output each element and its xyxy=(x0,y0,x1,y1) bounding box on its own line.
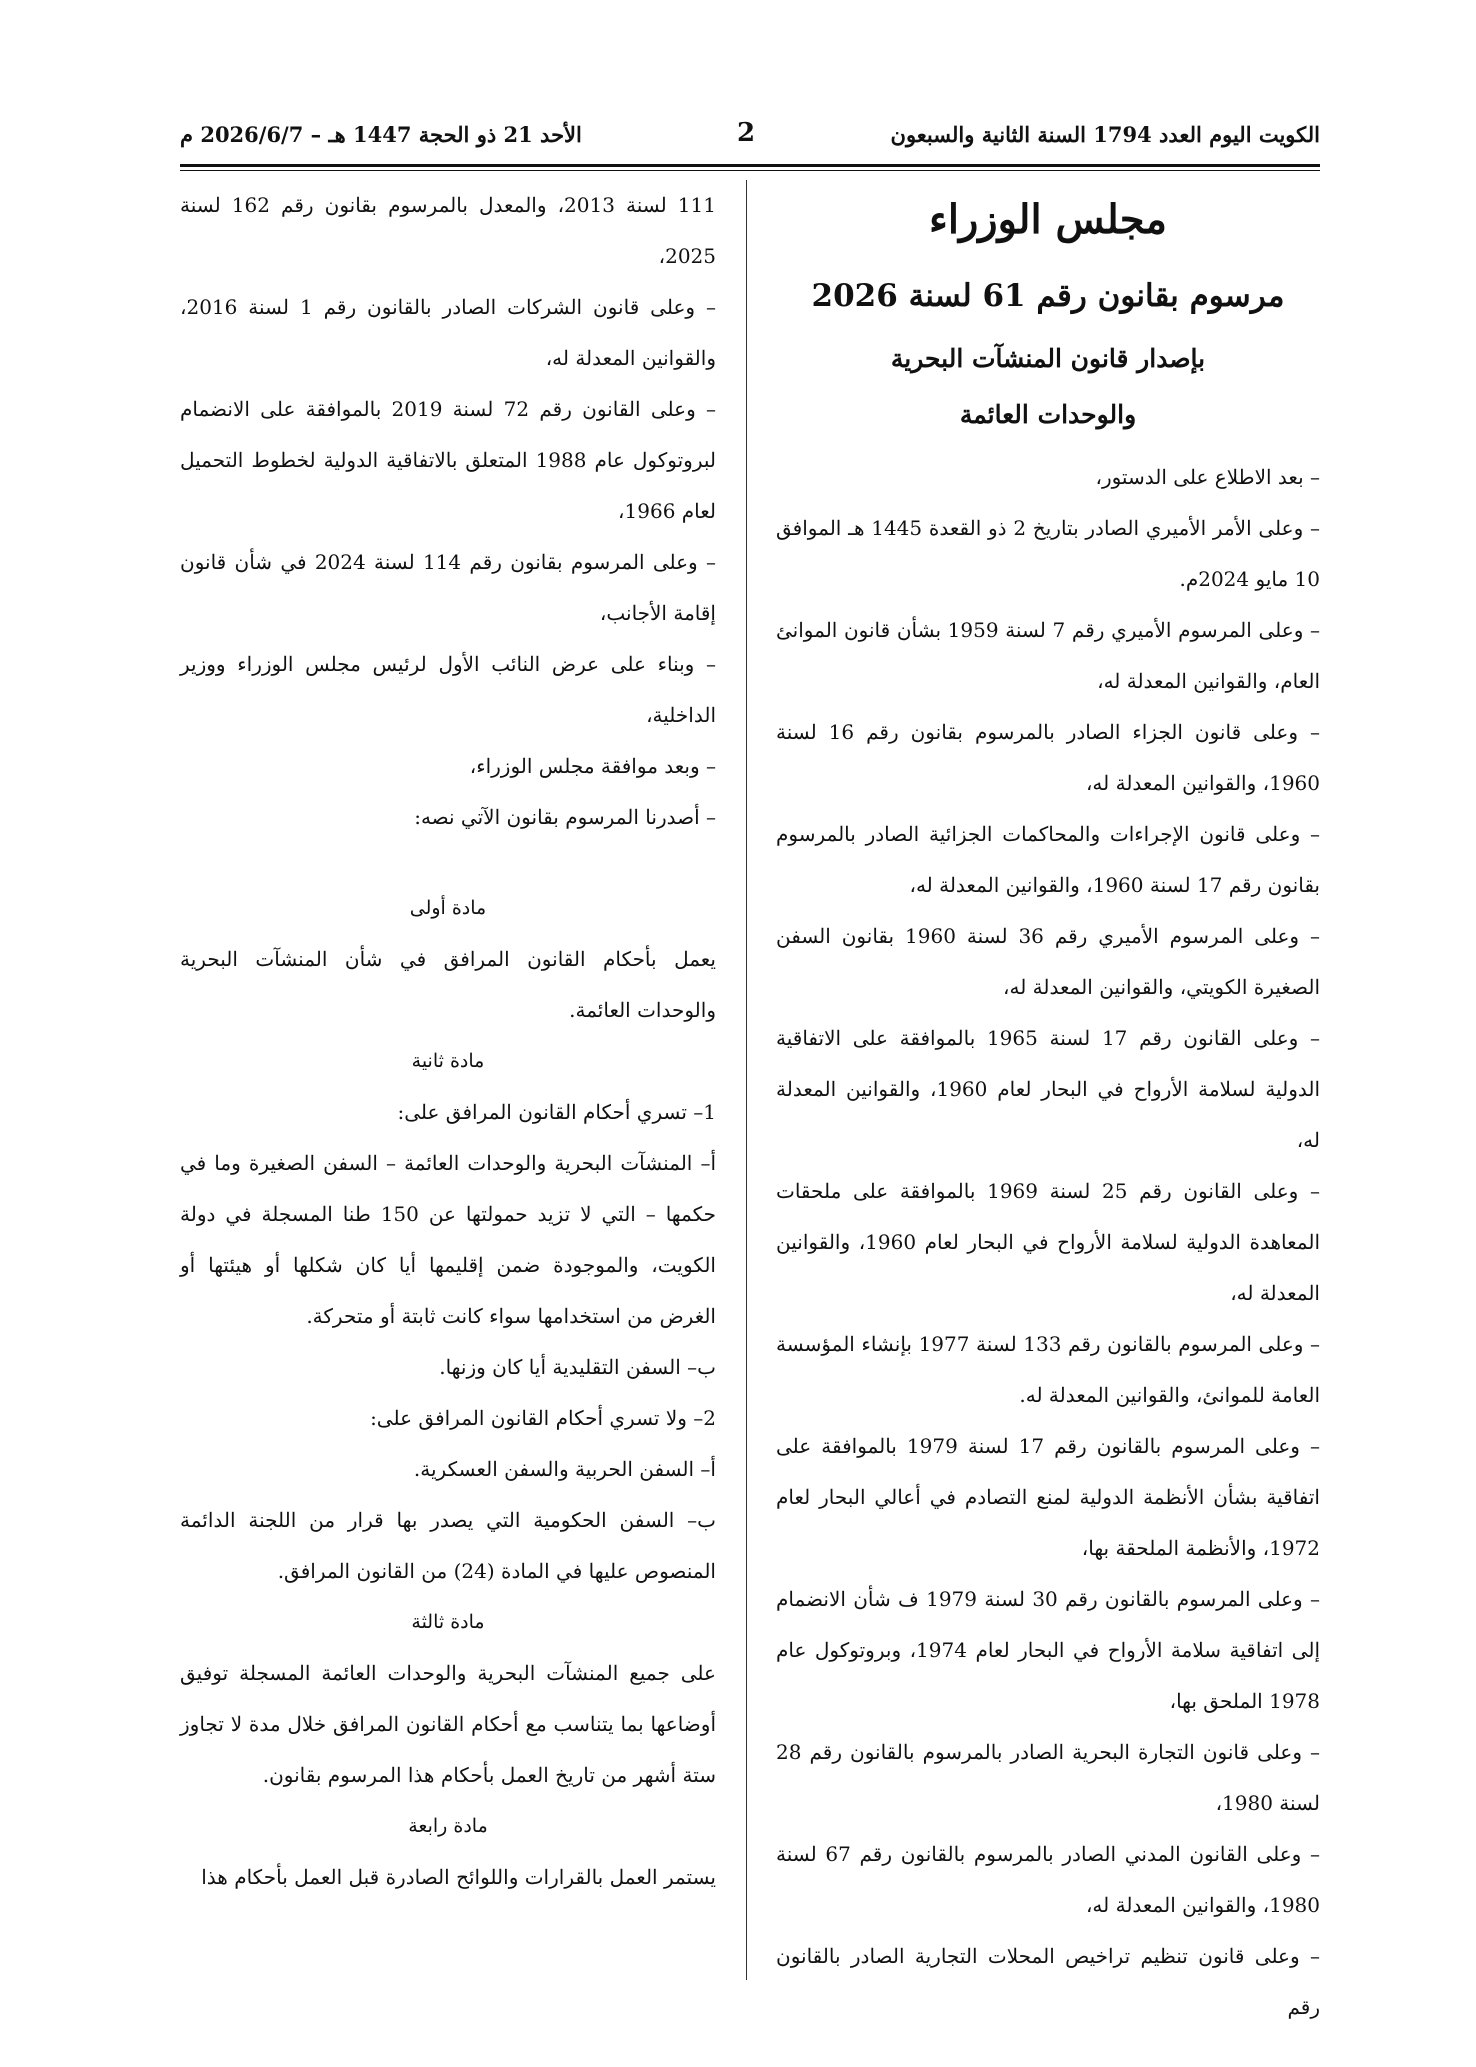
column-divider xyxy=(746,180,747,1980)
preamble-item: – وعلى المرسوم بالقانون رقم 30 لسنة 1979 ف شأن الانضمام إلى اتفاقية سلامة الأرواح في البحار لعام 1974، وبروتوكول عام 1978 الملحق بها، xyxy=(776,1587,1320,1713)
article2-heading: مادة ثانية xyxy=(411,1050,485,1072)
article2-item: أ– المنشآت البحرية والوحدات العائمة – السفن الصغيرة وما في حكمها – التي لا تزيد حمولتها عن 150 طنا المسجلة في دولة الكويت، والموجودة ضمن إقليمها أيا كان شكلها أو هيئتها أو الغرض من استخدامها سواء كانت ثابتة أو متحركة. xyxy=(180,1151,716,1328)
article1-text: يعمل بأحكام القانون المرافق في شأن المنشآت البحرية والوحدات العائمة. xyxy=(180,947,716,1022)
header-rule-thin xyxy=(180,170,1320,171)
header-issue: الكويت اليوم العدد 1794 السنة الثانية والسبعون xyxy=(890,122,1320,147)
article2-item: ب– السفن التقليدية أيا كان وزنها. xyxy=(439,1355,716,1379)
preamble-item: – وعلى الأمر الأميري الصادر بتاريخ 2 ذو القعدة 1445 هـ الموافق 10 مايو 2024م. xyxy=(776,516,1320,591)
council-title: مجلس الوزراء xyxy=(929,196,1167,243)
decree-title: مرسوم بقانون رقم 61 لسنة 2026 xyxy=(811,278,1285,314)
preamble-item: – وعلى قانون الشركات الصادر بالقانون رقم 1 لسنة 2016، والقوانين المعدلة له، xyxy=(180,295,716,370)
left-column xyxy=(180,180,716,1903)
section-spacer xyxy=(180,843,716,883)
article2-item: 1– تسري أحكام القانون المرافق على: xyxy=(397,1100,716,1124)
preamble-item: – وعلى قانون تنظيم تراخيص المحلات التجارية الصادر بالقانون رقم xyxy=(776,1944,1320,2019)
preamble-item: – وعلى المرسوم بالقانون رقم 17 لسنة 1979 بالموافقة على اتفاقية بشأن الأنظمة الدولية لمنع التصادم في أعالي البحار لعام 1972، والأنظمة الملحقة بها، xyxy=(776,1434,1320,1560)
preamble-item: – أصدرنا المرسوم بقانون الآتي نصه: xyxy=(414,805,716,829)
preamble-item: – وعلى قانون التجارة البحرية الصادر بالمرسوم بالقانون رقم 28 لسنة 1980، xyxy=(776,1740,1320,1815)
article2-item: أ– السفن الحربية والسفن العسكرية. xyxy=(413,1457,716,1481)
preamble-item: – بعد الاطلاع على الدستور، xyxy=(1095,465,1320,489)
right-column xyxy=(776,180,1320,2033)
article3-heading: مادة ثالثة xyxy=(411,1611,485,1633)
preamble-item: – وعلى المرسوم بالقانون رقم 133 لسنة 1977 بإنشاء المؤسسة العامة للموانئ، والقوانين المعدلة له. xyxy=(776,1332,1320,1407)
preamble-item: – وعلى قانون الإجراءات والمحاكمات الجزائية الصادر بالمرسوم بقانون رقم 17 لسنة 1960، والقوانين المعدلة له، xyxy=(776,822,1320,897)
preamble-item: – وعلى القانون رقم 72 لسنة 2019 بالموافقة على الانضمام لبروتوكول عام 1988 المتعلق بالاتفاقية الدولية لخطوط التحميل لعام 1966، xyxy=(180,397,716,523)
decree-subject-line2: والوحدات العائمة xyxy=(959,400,1137,429)
page-number: 2 xyxy=(737,118,756,148)
article4-text: يستمر العمل بالقرارات واللوائح الصادرة قبل العمل بأحكام هذا xyxy=(201,1865,716,1889)
preamble-item: – وبعد موافقة مجلس الوزراء، xyxy=(469,754,716,778)
decree-subject-line1: بإصدار قانون المنشآت البحرية xyxy=(890,344,1206,373)
preamble-item: – وعلى المرسوم الأميري رقم 7 لسنة 1959 بشأن قانون الموانئ العام، والقوانين المعدلة له، xyxy=(776,618,1320,693)
preamble-item: – وعلى القانون المدني الصادر بالمرسوم بالقانون رقم 67 لسنة 1980، والقوانين المعدلة له، xyxy=(776,1842,1320,1917)
page-header xyxy=(180,118,1320,154)
article2-item: 2– ولا تسري أحكام القانون المرافق على: xyxy=(370,1406,716,1430)
preamble-item: – وعلى القانون رقم 25 لسنة 1969 بالموافقة على ملحقات المعاهدة الدولية لسلامة الأرواح في البحار لعام 1960، والقوانين المعدلة له، xyxy=(776,1179,1321,1305)
header-date: الأحد 21 ذو الحجة 1447 هـ – 2026/6/7 م xyxy=(180,122,582,147)
article4-heading: مادة رابعة xyxy=(408,1815,488,1837)
article3-text: على جميع المنشآت البحرية والوحدات العائمة المسجلة توفيق أوضاعها بما يتناسب مع أحكام القانون المرافق خلال مدة لا تجاوز ستة أشهر من تاريخ العمل بأحكام هذا المرسوم بقانون. xyxy=(180,1661,716,1787)
preamble-item: – وعلى قانون الجزاء الصادر بالمرسوم بقانون رقم 16 لسنة 1960، والقوانين المعدلة له، xyxy=(776,720,1320,795)
preamble-item: 111 لسنة 2013، والمعدل بالمرسوم بقانون رقم 162 لسنة 2025، xyxy=(180,193,716,268)
preamble-item: – وعلى المرسوم الأميري رقم 36 لسنة 1960 بقانون السفن الصغيرة الكويتي، والقوانين المعدلة له، xyxy=(776,924,1320,999)
preamble-item: – وعلى المرسوم بقانون رقم 114 لسنة 2024 في شأن قانون إقامة الأجانب، xyxy=(180,550,716,625)
article1-heading: مادة أولى xyxy=(409,897,487,919)
article2-item: ب– السفن الحكومية التي يصدر بها قرار من اللجنة الدائمة المنصوص عليها في المادة (24) من القانون المرافق. xyxy=(180,1508,716,1583)
preamble-item: – وبناء على عرض النائب الأول لرئيس مجلس الوزراء ووزير الداخلية، xyxy=(180,652,716,727)
preamble-item: – وعلى القانون رقم 17 لسنة 1965 بالموافقة على الاتفاقية الدولية لسلامة الأرواح في البحار لعام 1960، والقوانين المعدلة له، xyxy=(776,1026,1320,1152)
header-rule-thick xyxy=(180,164,1320,167)
